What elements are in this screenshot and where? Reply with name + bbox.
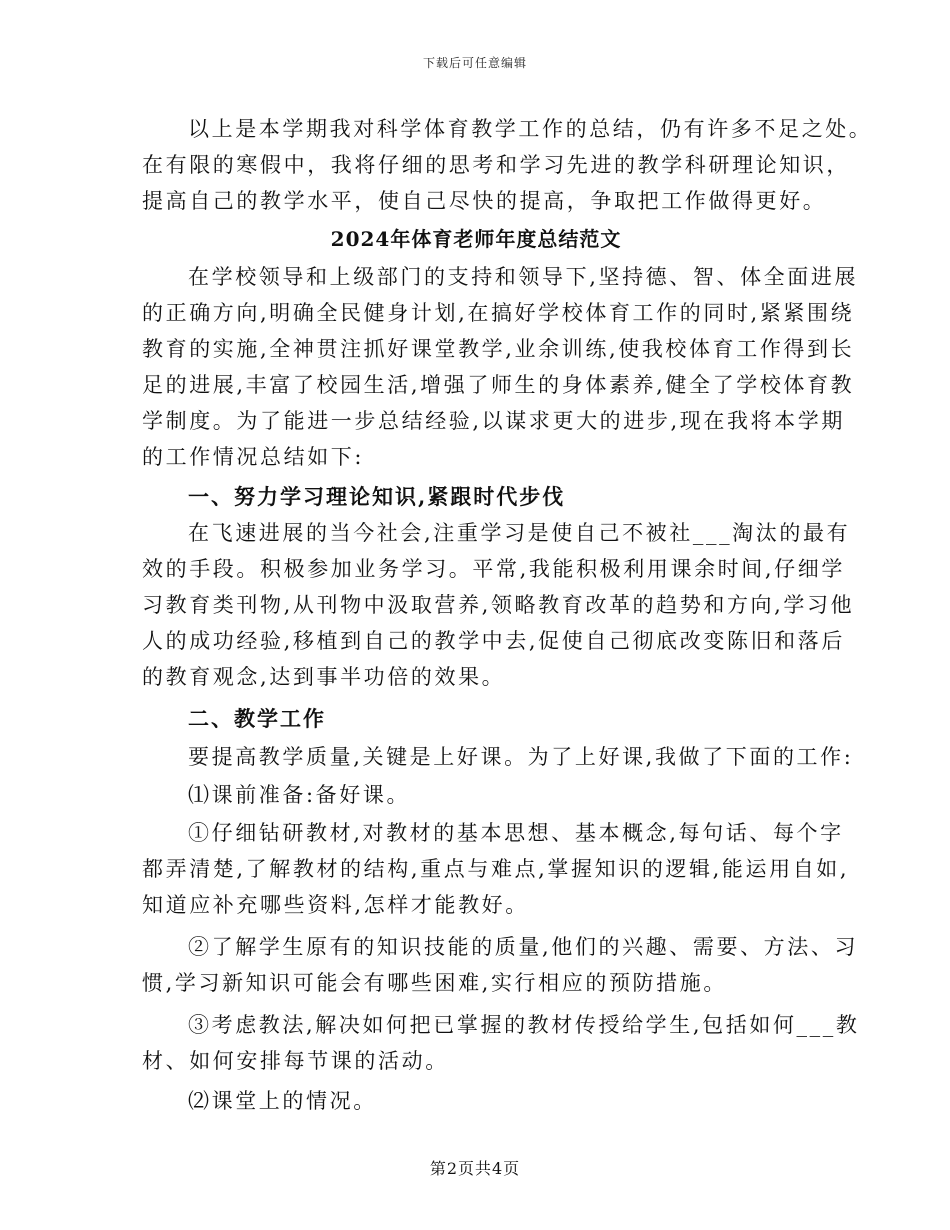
section-heading: 一、努力学习理论知识,紧跟时代步伐 [188,484,566,509]
paragraph-line: 知道应补充哪些资料,怎样才能教好。 [142,893,529,917]
paragraph-line: 的工作情况总结如下: [142,445,365,469]
paragraph-line: 在有限的寒假中，我将仔细的思考和学习先进的教学科研理论知识， [142,153,850,177]
paragraph-line: 学制度。为了能进一步总结经验,以谋求更大的进步,现在我将本学期 [142,409,845,433]
paragraph-line: 惯,学习新知识可能会有哪些困难,实行相应的预防措施。 [142,971,727,995]
download-note: 下载后可任意编辑 [422,56,527,70]
subsection-line: ⑵课堂上的情况。 [188,1089,377,1113]
paragraph-line: 材、如何安排每节课的活动。 [142,1049,449,1073]
paragraph-line: 效的手段。积极参加业务学习。平常,我能积极利用课余时间,仔细学 [142,557,845,581]
paragraph-line: 习教育类刊物,从刊物中汲取营养,领略教育改革的趋势和方向,学习他 [142,593,855,617]
paragraph-line: ①仔细钻研教材,对教材的基本思想、基本概念,每句话、每个字 [188,821,844,845]
paragraph-line: ②了解学生原有的知识技能的质量,他们的兴趣、需要、方法、习 [188,935,859,959]
paragraph-line: 以上是本学期我对科学体育教学工作的总结，仍有许多不足之处。 [188,117,873,141]
paragraph-line: 在飞速进展的当今社会,注重学习是使自己不被社___淘汰的最有 [188,521,851,545]
paragraph-line: 教育的实施,全神贯注抓好课堂教学,业余训练,使我校体育工作得到长 [142,337,855,361]
paragraph-line: ③考虑教法,解决如何把已掌握的教材传授给学生,包括如何___教 [188,1013,860,1037]
paragraph-line: 足的进展,丰富了校园生活,增强了师生的身体素养,健全了学校体育教 [142,373,855,397]
subsection-line: ⑴课前准备:备好课。 [188,783,411,807]
paragraph-line: 的教育观念,达到事半功倍的效果。 [142,665,506,689]
section-heading: 二、教学工作 [188,706,326,731]
paragraph-line: 要提高教学质量,关键是上好课。为了上好课,我做了下面的工作: [188,745,854,769]
page-number: 第2页共4页 [429,1159,521,1178]
paragraph-line: 人的成功经验,移植到自己的教学中去,促使自己彻底改变陈旧和落后 [142,629,845,653]
paragraph-line: 提高自己的教学水平，使自己尽快的提高，争取把工作做得更好。 [142,189,827,213]
paragraph-line: 的正确方向,明确全民健身计划,在搞好学校体育工作的同时,紧紧围绕 [142,301,855,325]
document-title: 2024年体育老师年度总结范文 [330,227,622,251]
paragraph-line: 在学校领导和上级部门的支持和领导下,坚持德、智、体全面进展 [188,265,859,289]
paragraph-line: 都弄清楚,了解教材的结构,重点与难点,掌握知识的逻辑,能运用自如, [142,857,850,881]
